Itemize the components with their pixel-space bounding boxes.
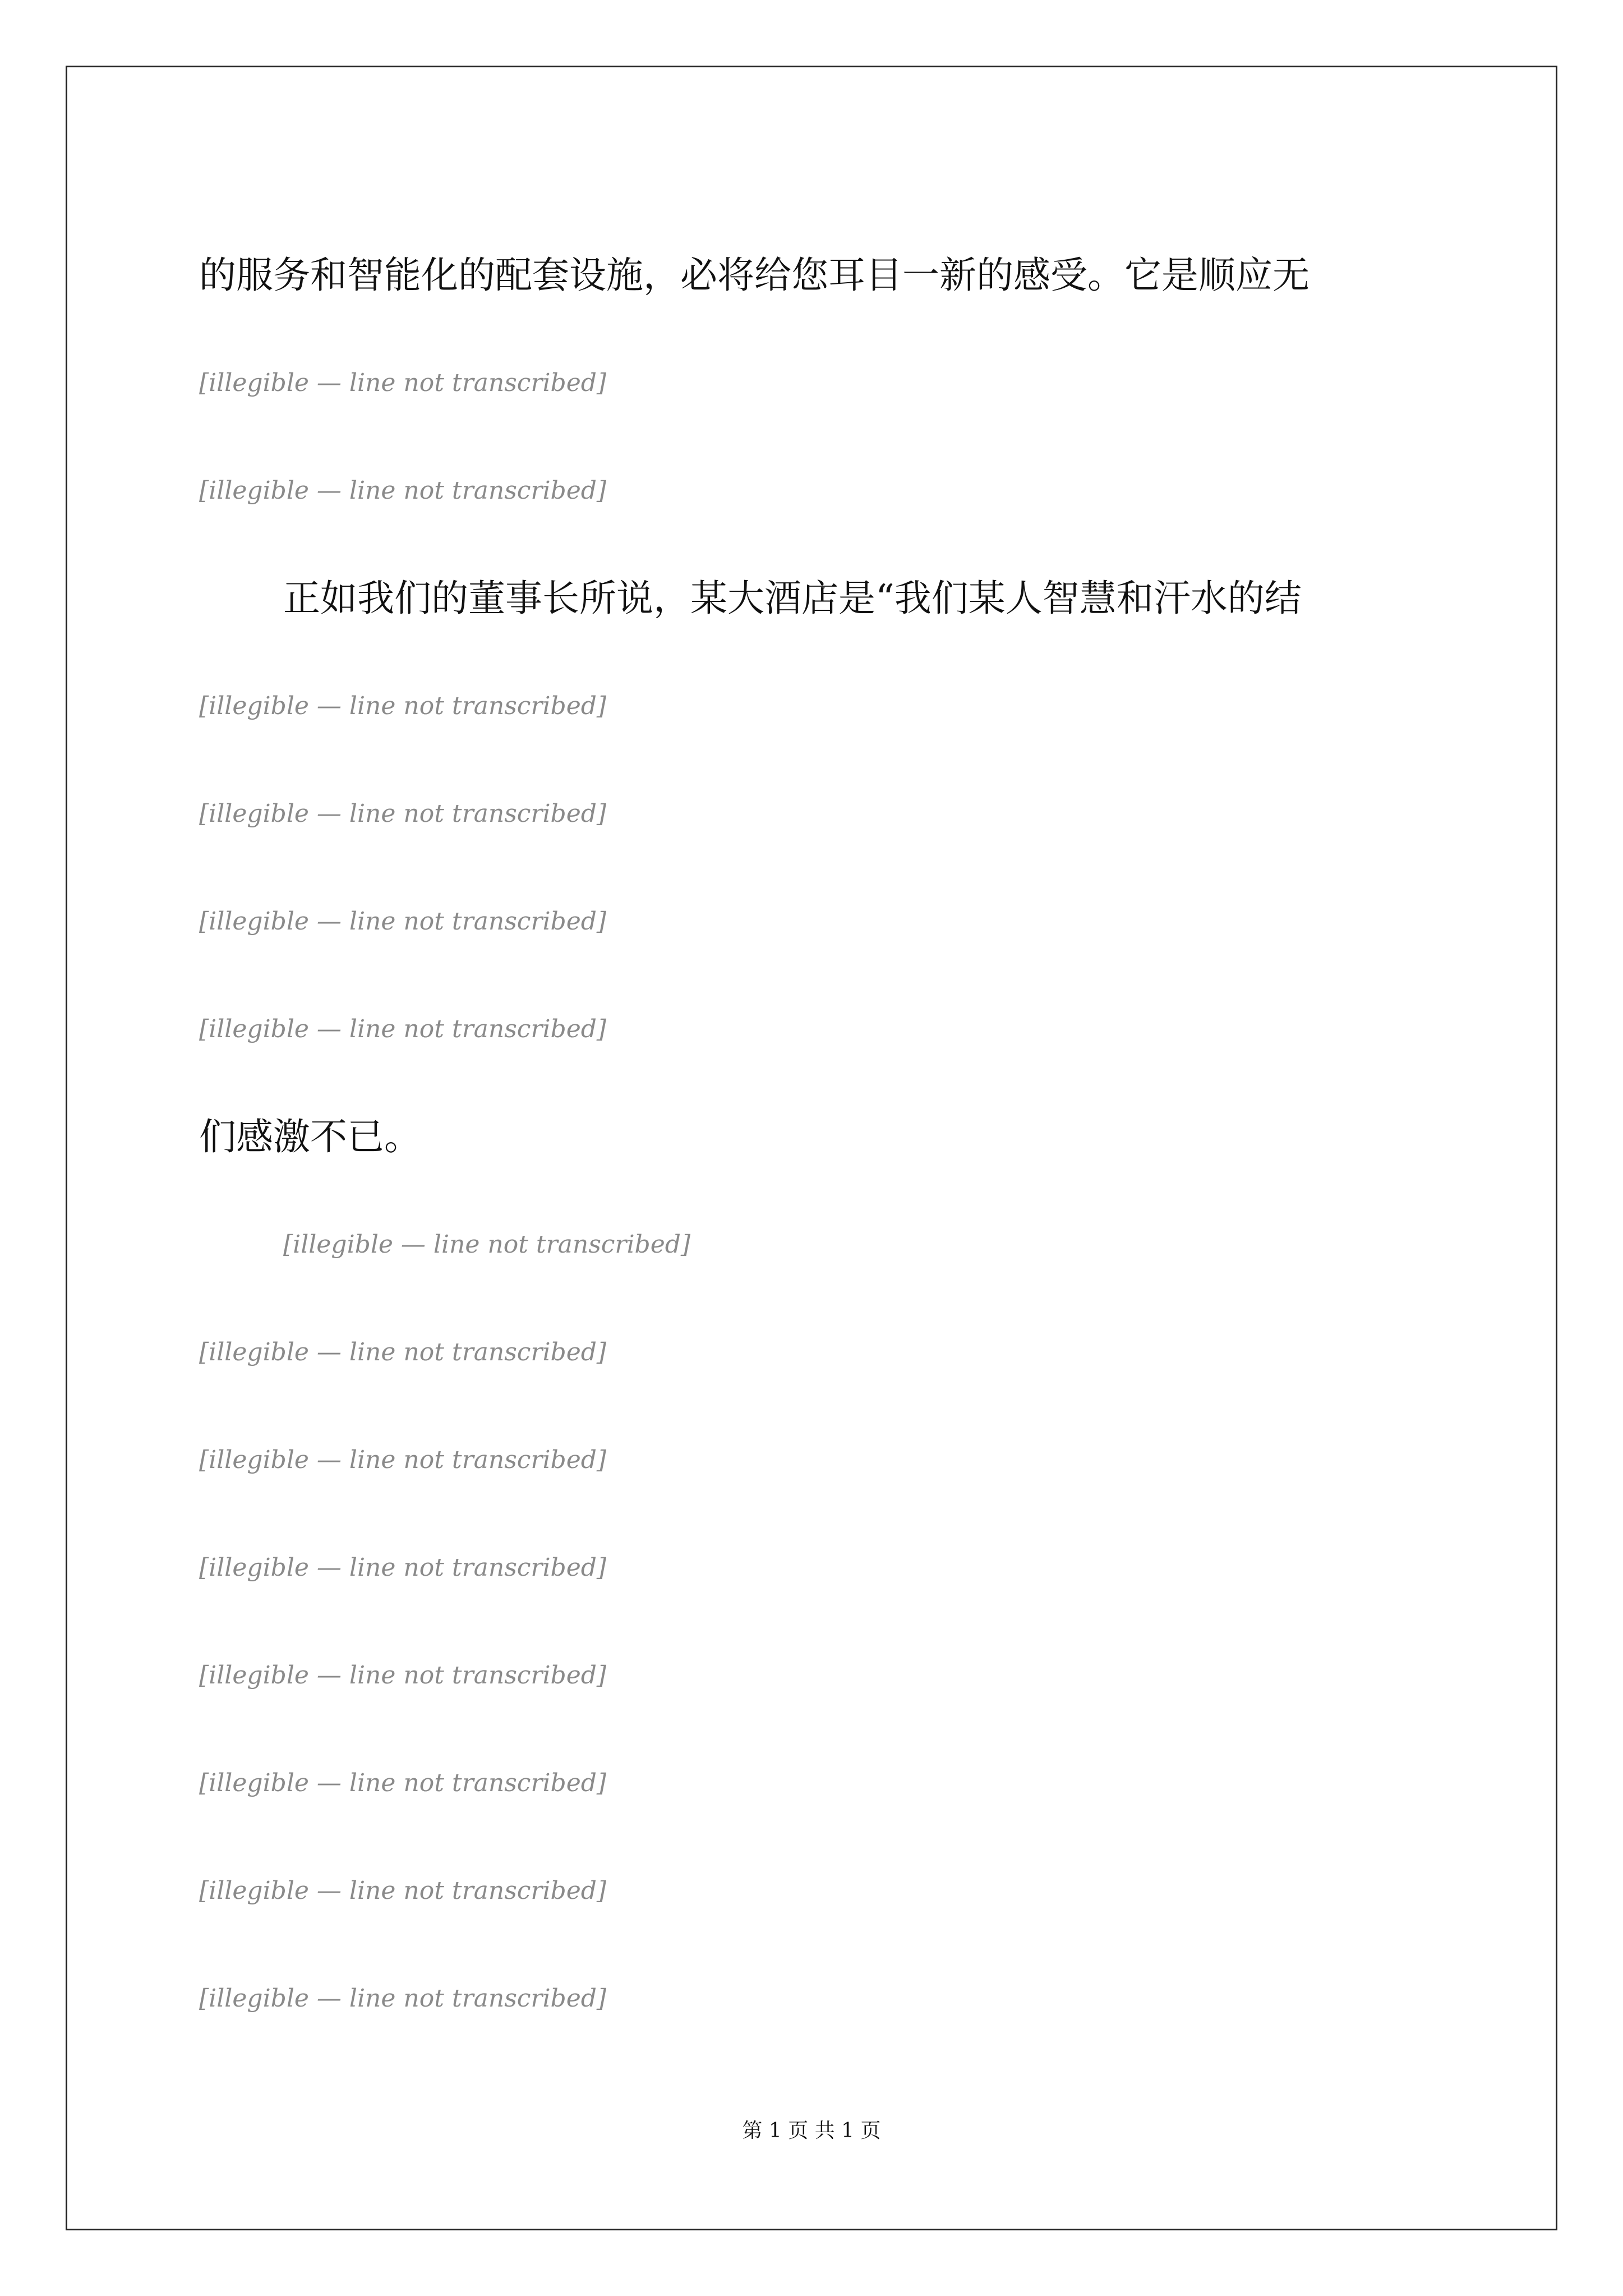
body-line-illegible: [illegible — line not transcribed]	[283, 1230, 691, 1259]
body-line-illegible: [illegible — line not transcribed]	[199, 692, 607, 720]
body-line-illegible: [illegible — line not transcribed]	[199, 1661, 607, 1690]
body-line: 的服务和智能化的配套设施，必将给您耳目一新的感受。它是顺应无	[199, 254, 1310, 297]
body-line-illegible: [illegible — line not transcribed]	[199, 799, 607, 828]
body-line-illegible: [illegible — line not transcribed]	[199, 369, 607, 397]
body-line-illegible: [illegible — line not transcribed]	[199, 1984, 607, 2013]
body-line-illegible: [illegible — line not transcribed]	[199, 1769, 607, 1797]
body-line-illegible: [illegible — line not transcribed]	[199, 1338, 607, 1366]
body-line: 们感激不已。	[199, 1115, 421, 1158]
body-line-illegible: [illegible — line not transcribed]	[199, 907, 607, 936]
body-line-illegible: [illegible — line not transcribed]	[199, 1015, 607, 1043]
body-line-illegible: [illegible — line not transcribed]	[199, 1446, 607, 1474]
body-line-illegible: [illegible — line not transcribed]	[199, 476, 607, 505]
body-line-illegible: [illegible — line not transcribed]	[199, 1553, 607, 1582]
body-line-illegible: [illegible — line not transcribed]	[199, 1876, 607, 1905]
document-body	[199, 222, 1424, 2053]
body-line: 正如我们的董事长所说，某大酒店是“我们某人智慧和汗水的结	[283, 577, 1302, 620]
page-footer: 第 1 页 共 1 页	[742, 2119, 881, 2142]
